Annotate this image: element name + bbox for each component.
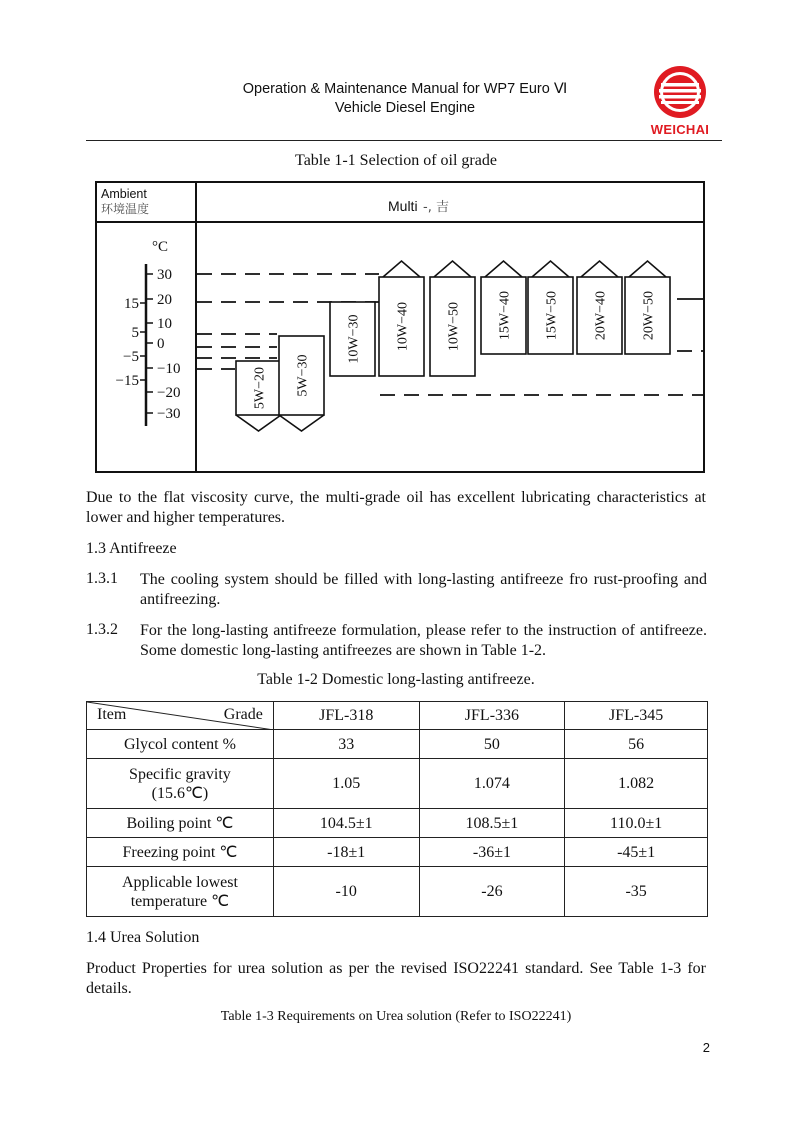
paragraph-urea: Product Properties for urea solution as per the revised ISO22241 standard. See Table 1-3 for details.	[86, 960, 706, 997]
grade-bar	[236, 361, 281, 431]
multi-glyphs: -, 吉	[423, 200, 449, 215]
multi-label: Multi	[388, 198, 418, 214]
row-label-text: Specific gravity (15.6℃)	[129, 765, 231, 802]
grade-bar-up-arrow	[383, 261, 420, 277]
axis-secondary-label: −5	[123, 349, 139, 365]
item-1-3-2-number: 1.3.2	[86, 621, 118, 638]
table-cell: 1.074	[419, 759, 565, 809]
grade-bar-down-arrow	[279, 415, 324, 431]
row-label: Glycol content %	[87, 730, 274, 759]
grade-bar-label: 10W−40	[395, 301, 411, 352]
grade-bar-down-arrow	[236, 415, 281, 431]
brand-name: WEICHAI	[650, 122, 710, 137]
axis-tick-label: 20	[157, 292, 172, 308]
oil-grade-chart	[95, 181, 705, 473]
grade-bar-up-arrow	[434, 261, 471, 277]
table-row	[87, 867, 708, 917]
section-1-3-heading: 1.3 Antifreeze	[86, 540, 177, 557]
row-label-text: Applicable lowest temperature ℃	[121, 873, 238, 910]
antifreeze-table	[86, 701, 708, 917]
table-cell: 104.5±1	[273, 809, 419, 838]
table1-caption: Table 1-1 Selection of oil grade	[295, 152, 497, 169]
axis-tick-label: −20	[157, 385, 181, 401]
axis-secondary-labels	[116, 296, 139, 389]
grade-bar-label: 10W−30	[346, 314, 362, 364]
grade-bar	[330, 302, 375, 376]
weichai-emblem-icon	[652, 64, 708, 120]
grade-bar	[279, 336, 324, 431]
table-cell: 50	[419, 730, 565, 759]
grade-bar-label: 5W−30	[295, 354, 311, 397]
axis-tick-label: 10	[157, 316, 172, 332]
grade-bar	[528, 261, 573, 354]
axis-secondary-label: 5	[131, 325, 139, 341]
table-corner-cell	[87, 702, 274, 730]
axis-tick-labels	[157, 267, 180, 422]
table-cell: 56	[565, 730, 708, 759]
table3-caption: Table 1-3 Requirements on Urea solution (Refer to ISO22241)	[220, 1009, 572, 1024]
grade-bar-label: 20W−40	[593, 290, 609, 341]
ambient-glyphs: 环境温度	[101, 202, 150, 216]
table-cell: -35	[565, 867, 708, 917]
grade-bar	[379, 261, 424, 376]
table-cell: 108.5±1	[419, 809, 565, 838]
table-cell: -26	[419, 867, 565, 917]
column-header: JFL-318	[273, 702, 419, 730]
grade-bar	[430, 261, 475, 376]
grade-bar-up-arrow	[581, 261, 618, 277]
axis-tick-label: 0	[157, 336, 165, 352]
grade-bar-label: 15W−50	[544, 290, 560, 341]
document-header	[190, 80, 620, 118]
table-cell: 33	[273, 730, 419, 759]
paragraph-viscosity: Due to the flat viscosity curve, the multi-grade oil has excellent lubricating characteristics at lower and higher temperatures.	[86, 489, 706, 526]
table-cell: -36±1	[419, 838, 565, 867]
grade-bar-label: 5W−20	[252, 366, 268, 410]
page-number: 2	[702, 1040, 710, 1055]
item-1-3-1-number: 1.3.1	[86, 570, 118, 587]
table-cell: -18±1	[273, 838, 419, 867]
grade-bar-label: 20W−50	[641, 290, 657, 341]
grade-bar-label: 15W−40	[497, 290, 513, 341]
row-label	[87, 867, 274, 917]
corner-label-grade: Grade	[223, 706, 263, 723]
grade-bar-label: 10W−50	[446, 301, 462, 352]
column-header: JFL-336	[419, 702, 565, 730]
grade-bar	[625, 261, 670, 354]
axis-tick-label: 30	[157, 267, 172, 283]
table-row	[87, 759, 708, 809]
row-label: Freezing point ℃	[87, 838, 274, 867]
grade-bar	[577, 261, 622, 354]
grade-bar-up-arrow	[485, 261, 522, 277]
header-title-line2: Vehicle Diesel Engine	[334, 100, 476, 116]
celsius-unit: °C	[152, 239, 169, 255]
table-header-row	[87, 702, 708, 730]
header-title-line1: Operation & Maintenance Manual for WP7 Euro Ⅵ	[242, 81, 568, 97]
item-1-3-2-text: For the long-lasting antifreeze formulation, please refer to the instruction of antifreeze. Some domestic long-lasting antifreezes are shown in Table 1-2.	[140, 622, 707, 659]
table-cell: -45±1	[565, 838, 708, 867]
item-1-3-1-text: The cooling system should be filled with long-lasting antifreeze fro rust-proofing and antifreezing.	[140, 571, 707, 608]
grade-bar	[481, 261, 526, 354]
axis-secondary-label: 15	[124, 296, 139, 312]
header-divider	[86, 140, 722, 141]
table-cell: -10	[273, 867, 419, 917]
grade-bars	[236, 261, 670, 431]
axis-tick-label: −10	[157, 361, 181, 377]
column-header: JFL-345	[565, 702, 708, 730]
table-row	[87, 809, 708, 838]
weichai-logo	[642, 64, 718, 137]
row-label	[87, 759, 274, 809]
axis-secondary-label: −15	[115, 373, 139, 389]
table-row	[87, 838, 708, 867]
table-row	[87, 730, 708, 759]
section-1-4-heading: 1.4 Urea Solution	[86, 929, 200, 946]
table-cell: 1.082	[565, 759, 708, 809]
corner-label-item: Item	[97, 706, 127, 723]
table2-caption: Table 1-2 Domestic long-lasting antifreeze.	[257, 671, 535, 688]
grade-bar-up-arrow	[629, 261, 666, 277]
table-cell: 1.05	[273, 759, 419, 809]
row-label: Boiling point ℃	[87, 809, 274, 838]
grade-bar-up-arrow	[532, 261, 569, 277]
ambient-label: Ambient	[101, 187, 147, 201]
table-cell: 110.0±1	[565, 809, 708, 838]
axis-tick-label: −30	[157, 406, 181, 422]
